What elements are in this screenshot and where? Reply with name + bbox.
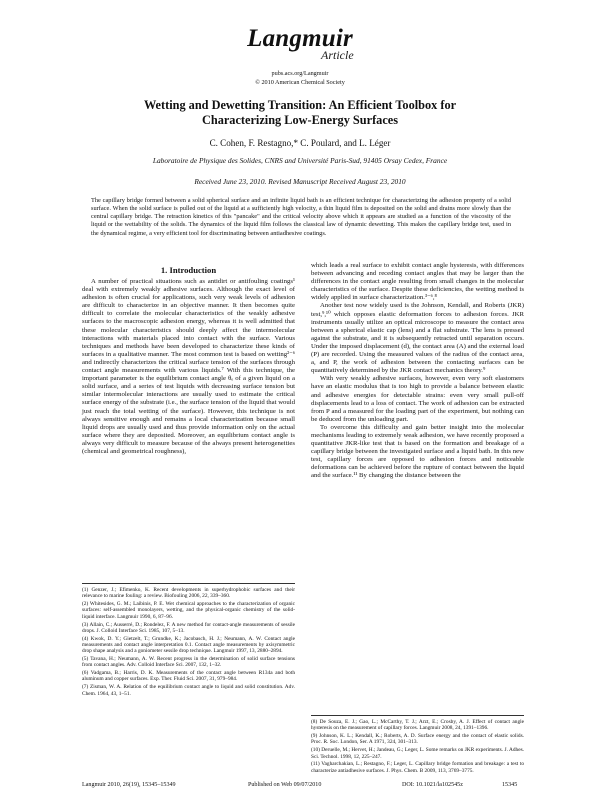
reference-item: (7) Zisman, W. A. Relation of the equilibrium contact angle to liquid and solid constitution. Adv. Chem. 1964, 43, 1–51. (82, 684, 295, 697)
paragraph: Another test now widely used is the Johnson, Kendall, and Roberts (JKR) test,⁹,¹⁰ which opposes elastic deformation forces to adhesion forces. JKR instruments usually utilize an optical microscope to measure the contact area between a spherical elastic cap (lens) and a flat substrate. The lens is pressed against the substrate, and it is subsequently retracted until separation occurs. Under the imposed displacement (d), the contact area (A) and the external load (P) are recorded. Using the measured values of the radius of the contact area, a, and P, the work of adhesion between the contacting surfaces can be quantitatively determined by the JKR contact mechanics theory.⁹ (311, 302, 524, 375)
paragraph: To overcome this difficulty and gain better insight into the molecular mechanisms leading to extremely weak adhesion, we have recently proposed a quantitative JKR-like test that is based on the formation and breakage of a capillary bridge between the investigated surface and a liquid bath. In this new test, capillary forces are opposed to adhesion forces and noticeable deformations can be achieved before the rupture of contact between the liquid and the surface.¹¹ By changing the distance between the (311, 423, 524, 480)
reference-item: (6) Vadgama, B.; Harris, D. K. Measurements of the contact angle between R134a and both aluminum and copper surfaces. Exp. Ther. Fluid Sci. 2007, 31, 979–984. (82, 670, 295, 683)
paragraph: which leads a real surface to exhibit contact angle hysteresis, with differences between advancing and receding contact angles that may be larger than the differences in the contact angle resulting from small changes in the molecular characteristics of the surface. Despite these deficiencies, the wetting method is widely applied in surface characterization.³⁻⁶,⁸ (311, 262, 524, 302)
paragraph: A number of practical situations such as antidirt or antifouling coatings¹ deal with extremely weakly adhesive surfaces. Although the exact level of adhesion is often crucial for applications, such very weak levels of adhesion are difficult to characterize in an objective manner. It then becomes quite difficult to correlate the molecular characteristics of the weakly adhesive surfaces to the macroscopic adhesion energy, whereas it is well admitted that these molecular characteristics should deeply affect the intermolecular interactions with materials placed into contact with the surface. Various techniques and methods have been developed to characterize these kinds of surfaces in a qualitative manner. The most common test is based on wetting²⁻⁶ and indirectly characterizes the critical surface tension of the surfaces through contact angle measurements with various liquids.⁷ With this technique, the important parameter is the equilibrium contact angle θₑ of a given liquid on a solid surface, and a series of test liquids with decreasing surface tension but similar intermolecular interactions are usually used to estimate the critical surface energy of the substrate (i.e., the surface tension of the liquid that would just reach the total wetting of the surface). However, this technique is not always sensitive enough and remains a local characterization because small liquid drops are usually used and thus provide information only on the actual surface where they are deposited. Moreover, an equilibrium contact angle is always very difficult to measure because of the always present heterogeneities (chemical and geometrical roughness), (82, 278, 295, 455)
abstract: The capillary bridge formed between a solid spherical surface and an infinite liquid bath is an efficient technique for characterizing the adhesion property of a solid surface. When the solid surface is pulled out of the liquid at a sufficiently high velocity, a thin liquid film is deposited on the solid and drains more slowly than the central capillary bridge. The retraction kinetics of this "pancake" and the critical velocity above which it appears are studied as a function of the viscosity of the liquid or the wettability of the solids. The dynamics of the liquid film follows the classical law of dynamic dewetting. This makes the capillary bridge test, used in the dynamical regime, a very efficient tool for discriminating between antiadhesive coatings. (91, 197, 511, 237)
journal-logo (0, 26, 600, 66)
footer-citation: Langmuir 2010, 26(19), 15345–15349 (82, 782, 176, 788)
footer-page-number: 15345 (502, 782, 518, 788)
journal-logo-main: Langmuir (247, 25, 353, 52)
footer-doi[interactable]: DOI: 10.1021/la102545z (402, 782, 463, 788)
paragraph: With very weakly adhesive surfaces, however, even very soft elastomers have an elastic modulus that is too high to provide a balance between elastic and adhesive energies for detectable strains: even very small pull-off displacements lead to a loss of contact. The work of adhesion can be extracted from P and a measured for the loading part of the experiment, but nothing can be deduced from the unloading part. (311, 375, 524, 423)
article-title-line-1: Wetting and Dewetting Transition: An Efficient Toolbox for (143, 98, 457, 112)
reference-item: (3) Allain, C.; Ausserré, D.; Rondelez, F. A new method for contact-angle measurements of sessile drops. J. Colloid Interface Sci. 1985, 107, 5–13. (82, 621, 295, 634)
article-title-line-2: Characterizing Low-Energy Surfaces (201, 113, 399, 127)
reference-item: (8) De Souza, E. J.; Gao, L.; McCarthy, T. J.; Arzt, E.; Crosby, A. J. Effect of contact angle hysteresis on the measurement of capillary forces. Langmuir 2008, 24, 1391–1396. (311, 719, 524, 732)
section-heading: 1. Introduction (160, 265, 217, 275)
reference-item: (5) Tavana, H.; Neumann, A. W. Recent progress in the determination of solid surface tensions from contact angles. Adv. Colloid Interface Sci. 2007, 132, 1–32. (82, 656, 295, 669)
column-left (82, 262, 295, 456)
reference-item: (9) Johnson, K. L.; Kendall, K.; Roberts, A. D. Surface energy and the contact of elastic solids. Proc. R. Soc. London, Ser. A 1971, 324, 301–313. (311, 733, 524, 746)
article-title (80, 98, 520, 128)
reference-item: (2) Whitesides, G. M.; Laibinis, P. E. Wet chemical approaches to the characterization of organic surfaces: self-assembled monolayers, wetting, and the physical-organic chemistry of the solid-liquid interface. Langmuir 1990, 6, 87–96. (82, 601, 295, 620)
reference-item: (1) Genzer, J.; Efimenko, K. Recent developments in superhydrophobic surfaces and their relevance to marine fouling: a review. Biofouling 2006, 22, 339–360. (82, 587, 295, 600)
journal-url[interactable]: pubs.acs.org/Langmuir (271, 70, 329, 77)
footer-published: Published on Web 09/07/2010 (248, 782, 322, 788)
reference-item: (10) Deruelle, M.; Hervet, H.; Jandeau, G.; Leger, L. Some remarks on JKR experiments. J. Adhes. Sci. Technol. 1998, 12, 225–247. (311, 747, 524, 760)
reference-item: (4) Kwok, D. Y.; Gietzelt, T.; Grundke, K.; Jacobasch, H. J.; Neumann, A. W. Contact angle measurements and contact angle interpretation 0.1. Contact angle measurements by axisymmetric drop shape analysis and a goniometer sessile drop technique. Langmuir 1997, 13, 2880–2894. (82, 635, 295, 655)
copyright: © 2010 American Chemical Society (255, 79, 345, 86)
column-right (311, 262, 524, 481)
references-right (311, 715, 524, 775)
reference-item: (11) Vagharchakian, L.; Restagno, F.; Leger, L. Capillary bridge formation and breakage: a test to characterize antiadhesive surfaces. J. Phys. Chem. B 2009, 113, 3769–3775. (311, 761, 524, 774)
received-dates: Received June 23, 2010. Revised Manuscript Received August 23, 2010 (194, 177, 406, 186)
author-list: C. Cohen, F. Restagno,* C. Poulard, and L. Léger (209, 138, 391, 148)
references-left (82, 583, 295, 698)
journal-logo-sub: Article (321, 48, 354, 62)
affiliation: Laboratoire de Physique des Solides, CNRS and Université Paris-Sud, 91405 Orsay Cedex, France (152, 156, 448, 165)
